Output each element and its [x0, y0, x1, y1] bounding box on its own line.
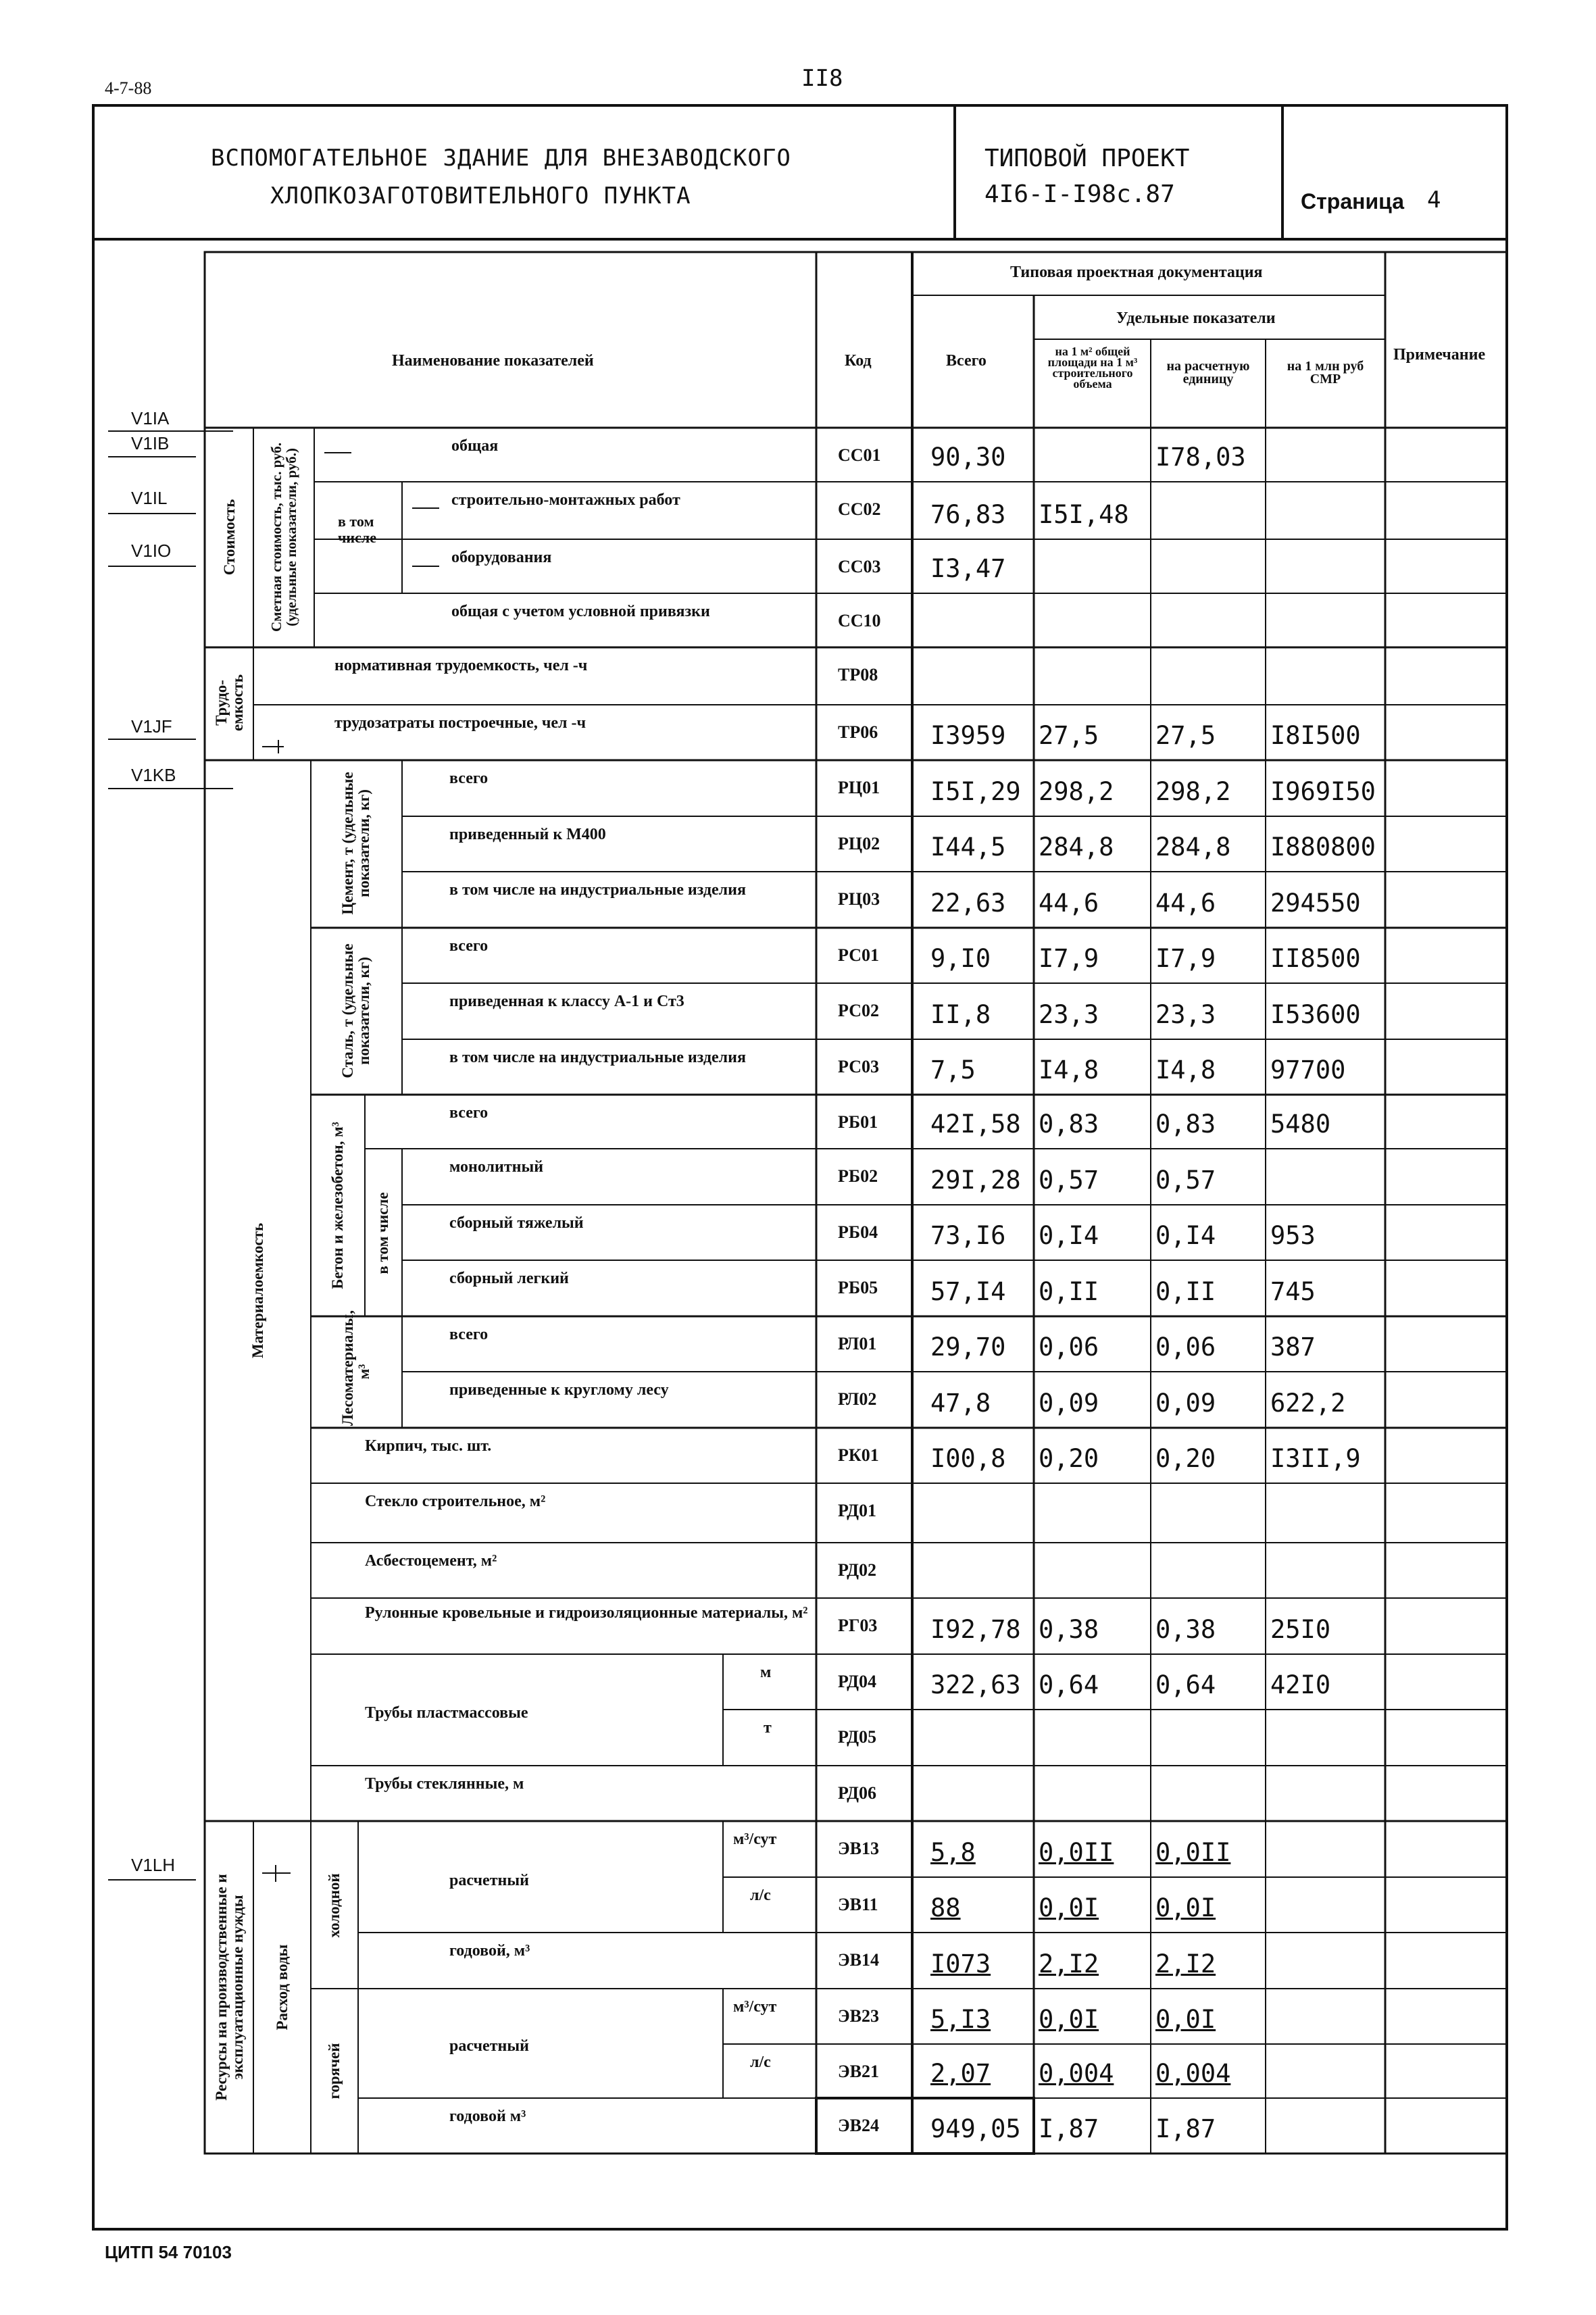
page-label: Страница: [1301, 189, 1404, 214]
row-per-m2: 27,5: [1039, 721, 1099, 750]
row-per-mln: I880800: [1270, 832, 1376, 862]
row-total: I5I,29: [930, 777, 1021, 806]
row-total: I073: [930, 1949, 991, 1978]
row-per-unit: 0,57: [1155, 1166, 1216, 1195]
col-header-specific: Удельные показатели: [1116, 309, 1276, 327]
row-label: т: [764, 1719, 772, 1737]
row-code: СС10: [838, 611, 881, 630]
row-code: РД05: [838, 1727, 876, 1747]
row-per-m2: 2,I2: [1039, 1949, 1099, 1978]
row-per-unit: 0,0I: [1155, 2005, 1216, 2034]
row-label: строительно-монтажных работ: [451, 491, 680, 509]
row-label: сборный тяжелый: [449, 1214, 584, 1232]
col-header-typdoc: Типовая проектная документация: [1010, 264, 1263, 281]
row-total: 322,63: [930, 1670, 1021, 1699]
row-per-m2: 284,8: [1039, 832, 1114, 862]
row-code: РЦ01: [838, 778, 880, 797]
row-label: м³/сут: [733, 1998, 777, 2016]
row-per-unit: 298,2: [1155, 777, 1231, 806]
row-label: нормативная трудоемкость, чел -ч: [334, 657, 588, 674]
page-value: 4: [1427, 186, 1441, 214]
row-label: л/с: [750, 2053, 771, 2071]
row-total: 22,63: [930, 889, 1006, 918]
margin-mark: V1IA: [131, 408, 170, 428]
row-code: РГ03: [838, 1616, 878, 1635]
title-line-1: ВСПОМОГАТЕЛЬНОЕ ЗДАНИЕ ДЛЯ ВНЕЗАВОДСКОГО: [211, 145, 791, 172]
row-per-unit: I78,03: [1155, 443, 1246, 472]
row-per-unit: I,87: [1155, 2114, 1216, 2143]
row-label: Рулонные кровельные и гидроизоляционные материалы, м²: [365, 1604, 808, 1622]
row-label: общая с учетом условной привязки: [451, 603, 710, 620]
group-water: Расход воды: [274, 1944, 291, 2031]
row-per-mln: II8500: [1270, 944, 1361, 973]
row-per-unit: 44,6: [1155, 889, 1216, 918]
row-total: I44,5: [930, 832, 1006, 862]
row-code: ЭВ13: [838, 1839, 879, 1858]
row-total: 7,5: [930, 1055, 976, 1085]
row-total: 5,I3: [930, 2005, 991, 2034]
row-per-unit: 0,83: [1155, 1110, 1216, 1139]
row-code: СС01: [838, 445, 881, 465]
row-label: в том числе на индустриальные изделия: [449, 1049, 746, 1066]
row-label: Асбестоцемент, м²: [365, 1552, 497, 1570]
row-code: РС03: [838, 1057, 879, 1076]
row-code: РД06: [838, 1783, 876, 1803]
margin-mark: V1LH: [131, 1855, 176, 1875]
col-header-code: Код: [845, 352, 872, 370]
row-code: ТР06: [838, 722, 878, 742]
row-per-unit: 0,38: [1155, 1615, 1216, 1644]
row-per-unit: I4,8: [1155, 1055, 1216, 1085]
group-cement: Цемент, т (удельные показатели, кг): [339, 772, 372, 915]
row-total: 949,05: [930, 2114, 1021, 2143]
row-per-unit: 0,I4: [1155, 1221, 1216, 1250]
row-per-m2: 0,I4: [1039, 1221, 1099, 1250]
row-code: РБ02: [838, 1166, 878, 1186]
row-label: годовой м³: [449, 2108, 526, 2125]
margin-mark: V1IL: [131, 488, 168, 508]
row-per-m2: 23,3: [1039, 1000, 1099, 1029]
row-per-mln: 25I0: [1270, 1615, 1331, 1644]
row-code: ЭВ23: [838, 2006, 879, 2026]
row-per-m2: 0,64: [1039, 1670, 1099, 1699]
row-per-m2: I,87: [1039, 2114, 1099, 2143]
pipes-plastic-label: Трубы пластмассовые: [365, 1704, 528, 1722]
row-total: I00,8: [930, 1444, 1006, 1473]
row-label: м: [760, 1664, 772, 1681]
row-total: 47,8: [930, 1389, 991, 1418]
row-per-mln: 387: [1270, 1333, 1316, 1362]
row-label: Кирпич, тыс. шт.: [365, 1437, 492, 1455]
row-label: общая: [451, 437, 499, 455]
row-per-m2: 44,6: [1039, 889, 1099, 918]
row-code: ЭВ21: [838, 2062, 879, 2081]
row-per-mln: 294550: [1270, 889, 1361, 918]
row-code: РД02: [838, 1560, 876, 1580]
row-label: Стекло строительное, м²: [365, 1493, 546, 1510]
margin-mark: V1KB: [131, 765, 176, 785]
row-per-mln: 42I0: [1270, 1670, 1331, 1699]
row-total: 73,I6: [930, 1221, 1006, 1250]
row-per-m2: I5I,48: [1039, 500, 1129, 529]
document-code: 4-7-88: [105, 78, 152, 98]
row-total: 57,I4: [930, 1277, 1006, 1306]
row-total: 9,I0: [930, 944, 991, 973]
group-hot: горячей: [326, 2043, 343, 2099]
row-code: РС02: [838, 1001, 879, 1020]
project-label: ТИПОВОЙ ПРОЕКТ: [984, 145, 1190, 172]
row-per-m2: 0,II: [1039, 1277, 1099, 1306]
row-total: 42I,58: [930, 1110, 1021, 1139]
row-total: 29I,28: [930, 1166, 1021, 1195]
row-per-unit: I7,9: [1155, 944, 1216, 973]
row-code: СС03: [838, 557, 881, 576]
title-line-2: ХЛОПКОЗАГОТОВИТЕЛЬНОГО ПУНКТА: [270, 182, 691, 209]
row-per-unit: 0,II: [1155, 1277, 1216, 1306]
col-header-total: Всего: [946, 352, 987, 370]
row-per-m2: 0,004: [1039, 2059, 1114, 2088]
row-code: СС02: [838, 499, 881, 519]
col-header-per-m2: на 1 м² общей площади на 1 м³ строительного объема: [1047, 345, 1138, 391]
row-per-mln: 5480: [1270, 1110, 1331, 1139]
row-code: ЭВ11: [838, 1895, 878, 1914]
group-concrete: Бетон и железобетон, м³: [329, 1122, 346, 1289]
group-material: Материалоемкость: [249, 1222, 266, 1359]
row-label: годовой, м³: [449, 1942, 530, 1960]
row-per-mln: I969I50: [1270, 777, 1376, 806]
group-resources: Ресурсы на производственные и эксплуатационные нужды: [213, 1874, 246, 2101]
row-per-unit: 0,64: [1155, 1670, 1216, 1699]
row-label: приведенный к М400: [449, 826, 606, 843]
row-per-mln: 622,2: [1270, 1389, 1346, 1418]
row-per-mln: 97700: [1270, 1055, 1346, 1085]
row-per-unit: 0,09: [1155, 1389, 1216, 1418]
group-cost-sub: Сметная стоимость, тыс. руб. (удельные показатели, руб.): [268, 443, 299, 632]
row-per-mln: I3II,9: [1270, 1444, 1361, 1473]
row-per-mln: 745: [1270, 1277, 1316, 1306]
group-cost: Стоимость: [221, 499, 238, 576]
row-per-mln: I53600: [1270, 1000, 1361, 1029]
row-label: всего: [449, 770, 489, 787]
row-code: РД01: [838, 1501, 876, 1520]
row-per-m2: I7,9: [1039, 944, 1099, 973]
row-code: ЭВ24: [838, 2116, 879, 2135]
row-label: всего: [449, 937, 489, 955]
col-header-per-mln: на 1 млн руб СМР: [1287, 359, 1364, 387]
margin-mark: V1IB: [131, 433, 170, 453]
row-per-unit: 2,I2: [1155, 1949, 1216, 1978]
row-total: 2,07: [930, 2059, 991, 2088]
row-per-m2: 298,2: [1039, 777, 1114, 806]
cold-calc-label: расчетный: [449, 1872, 529, 1889]
row-label: всего: [449, 1326, 489, 1343]
row-per-m2: 0,20: [1039, 1444, 1099, 1473]
row-label: оборудования: [451, 549, 552, 566]
row-per-unit: 0,20: [1155, 1444, 1216, 1473]
group-labor: Трудо-емкость: [213, 674, 246, 731]
row-total: I92,78: [930, 1615, 1021, 1644]
row-per-m2: 0,83: [1039, 1110, 1099, 1139]
row-per-m2: 0,06: [1039, 1333, 1099, 1362]
group-timber: Лесоматериалы, м³: [339, 1310, 372, 1426]
row-code: ТР08: [838, 665, 878, 684]
row-per-unit: 0,06: [1155, 1333, 1216, 1362]
row-total: 29,70: [930, 1333, 1006, 1362]
row-label: л/с: [750, 1887, 771, 1904]
row-code: РС01: [838, 945, 879, 965]
row-total: 76,83: [930, 500, 1006, 529]
row-code: РБ01: [838, 1112, 878, 1132]
row-per-m2: 0,0I: [1039, 1893, 1099, 1922]
row-per-m2: 0,38: [1039, 1615, 1099, 1644]
row-label: Трубы стеклянные, м: [365, 1775, 524, 1793]
row-total: II,8: [930, 1000, 991, 1029]
row-label: приведенные к круглому лесу: [449, 1381, 669, 1399]
row-per-m2: I4,8: [1039, 1055, 1099, 1085]
row-per-m2: 0,0II: [1039, 1838, 1114, 1867]
col-header-name: Наименование показателей: [392, 352, 594, 370]
col-header-per-unit: на расчетную единицу: [1166, 359, 1250, 387]
footer-stamp: ЦИТП 54 70103: [105, 2242, 232, 2262]
project-code: 4I6-I-I98с.87: [984, 180, 1175, 208]
row-code: РД04: [838, 1672, 876, 1691]
row-total: 90,30: [930, 443, 1006, 472]
margin-mark: V1JF: [131, 716, 172, 737]
row-label: трудозатраты построечные, чел -ч: [334, 714, 586, 732]
row-code: РБ04: [838, 1222, 878, 1242]
row-total: I3,47: [930, 554, 1006, 583]
row-label: м³/сут: [733, 1831, 777, 1848]
row-code: ЭВ14: [838, 1950, 879, 1970]
row-total: 5,8: [930, 1838, 976, 1867]
row-code: РЦ03: [838, 889, 880, 909]
row-code: РЛ02: [838, 1389, 877, 1409]
margin-mark: V1IO: [131, 541, 172, 561]
group-concrete-incl: в том числе: [374, 1192, 391, 1274]
page-number-top: II8: [801, 65, 843, 92]
group-cost-incl: в том числе: [338, 513, 376, 546]
row-total: 88: [930, 1893, 961, 1922]
row-label: монолитный: [449, 1158, 544, 1176]
row-per-unit: 0,0II: [1155, 1838, 1231, 1867]
row-total: I3959: [930, 721, 1006, 750]
row-per-mln: 953: [1270, 1221, 1316, 1250]
row-per-unit: 23,3: [1155, 1000, 1216, 1029]
row-per-m2: 0,57: [1039, 1166, 1099, 1195]
row-per-unit: 284,8: [1155, 832, 1231, 862]
group-cold: холодной: [326, 1873, 343, 1938]
row-label: всего: [449, 1104, 489, 1122]
hot-calc-label: расчетный: [449, 2037, 529, 2055]
row-code: РБ05: [838, 1278, 878, 1297]
row-label: в том числе на индустриальные изделия: [449, 881, 746, 899]
row-per-m2: 0,09: [1039, 1389, 1099, 1418]
row-per-unit: 0,004: [1155, 2059, 1231, 2088]
row-per-m2: 0,0I: [1039, 2005, 1099, 2034]
row-code: РЛ01: [838, 1334, 877, 1353]
row-label: приведенная к классу А-1 и Ст3: [449, 993, 684, 1010]
row-label: сборный легкий: [449, 1270, 569, 1287]
col-header-note: Примечание: [1393, 346, 1486, 364]
row-per-unit: 0,0I: [1155, 1893, 1216, 1922]
row-code: РЦ02: [838, 834, 880, 853]
row-per-mln: I8I500: [1270, 721, 1361, 750]
row-code: РК01: [838, 1445, 879, 1465]
row-per-unit: 27,5: [1155, 721, 1216, 750]
group-steel: Сталь, т (удельные показатели, кг): [339, 943, 372, 1078]
